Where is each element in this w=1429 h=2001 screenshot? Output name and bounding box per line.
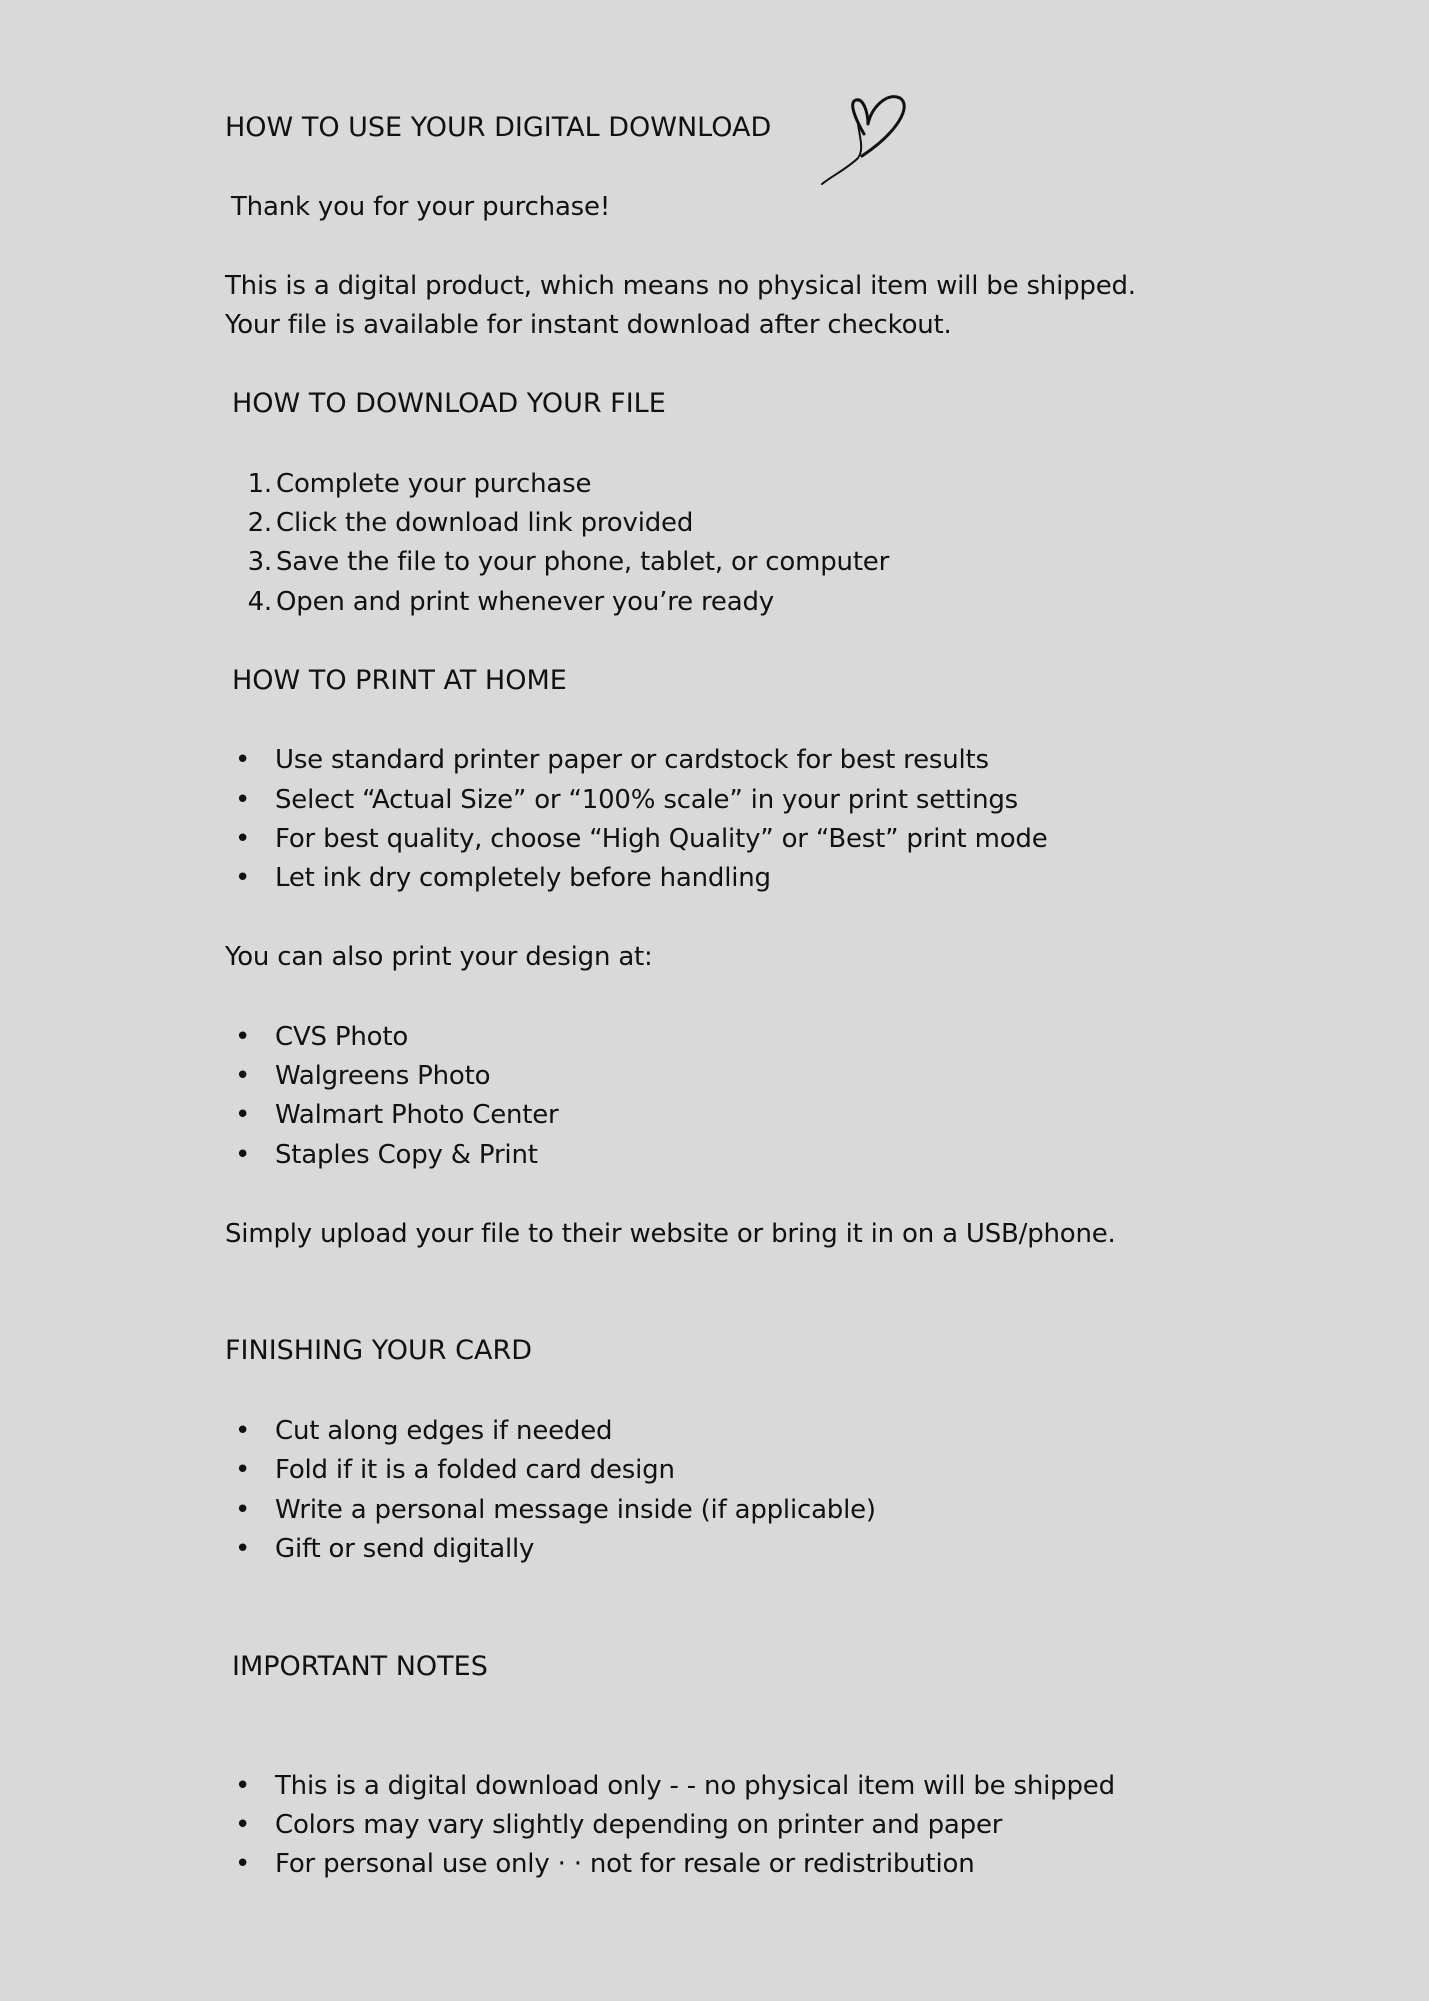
step-text: Click the download link provided: [276, 508, 694, 538]
note-text: Colors may vary slightly depending on printer and paper: [275, 1810, 1003, 1840]
step-number: 1.: [247, 469, 272, 499]
finishing-text: Gift or send digitally: [275, 1534, 535, 1564]
finishing-item: [235, 1415, 612, 1447]
step-text: Open and print whenever you’re ready: [276, 587, 774, 617]
note-item: [235, 1770, 1115, 1802]
note-item: [235, 1809, 1002, 1841]
step-number: 4.: [247, 587, 272, 617]
note-item: [235, 1848, 975, 1880]
finishing-text: Cut along edges if needed: [275, 1416, 613, 1446]
step-number: 2.: [247, 508, 272, 538]
note-text: This is a digital download only - - no physical item will be shipped: [275, 1771, 1115, 1801]
store-item: [235, 1060, 490, 1092]
bullet-icon: •: [235, 785, 251, 815]
step-text: Complete your purchase: [276, 469, 592, 499]
download-step: [246, 507, 693, 539]
finishing-heading: FINISHING YOUR CARD: [225, 1335, 533, 1366]
download-heading: HOW TO DOWNLOAD YOUR FILE: [232, 388, 666, 419]
store-name: Staples Copy & Print: [275, 1140, 538, 1170]
store-item: [235, 1099, 559, 1131]
download-step: [246, 546, 889, 578]
bullet-icon: •: [235, 1455, 251, 1485]
bullet-icon: •: [235, 1100, 251, 1130]
thank-you-text: Thank you for your purchase!: [231, 192, 611, 222]
store-item: [235, 1021, 408, 1053]
bullet-icon: •: [235, 1061, 251, 1091]
bullet-icon: •: [235, 824, 251, 854]
bullet-icon: •: [235, 863, 251, 893]
bullet-icon: •: [235, 1849, 251, 1879]
note-text: For personal use only · · not for resale or redistribution: [275, 1849, 975, 1879]
bullet-icon: •: [235, 1534, 251, 1564]
store-name: Walgreens Photo: [275, 1061, 491, 1091]
download-step: [246, 468, 591, 500]
print-tip-text: Select “Actual Size” or “100% scale” in your print settings: [275, 785, 1018, 815]
finishing-text: Write a personal message inside (if applicable): [275, 1495, 876, 1525]
step-number: 3.: [247, 547, 272, 577]
finishing-item: [235, 1494, 876, 1526]
store-name: CVS Photo: [275, 1022, 409, 1052]
print-tip: [235, 744, 989, 776]
print-tip: [235, 862, 771, 894]
print-heading: HOW TO PRINT AT HOME: [232, 665, 567, 696]
print-tip-text: Use standard printer paper or cardstock for best results: [275, 745, 989, 775]
page-title: HOW TO USE YOUR DIGITAL DOWNLOAD: [225, 112, 772, 143]
finishing-item: [235, 1454, 675, 1486]
download-step: [246, 586, 774, 618]
finishing-item: [235, 1533, 534, 1565]
bullet-icon: •: [235, 1771, 251, 1801]
finishing-text: Fold if it is a folded card design: [275, 1455, 675, 1485]
store-name: Walmart Photo Center: [275, 1100, 559, 1130]
heart-icon: [818, 88, 918, 200]
bullet-icon: •: [235, 1416, 251, 1446]
print-tip-text: For best quality, choose “High Quality” or “Best” print mode: [275, 824, 1048, 854]
upload-note: Simply upload your file to their website or bring it in on a USB/phone.: [225, 1219, 1116, 1249]
intro-line-2: Your file is available for instant download after checkout.: [225, 310, 952, 340]
print-tip: [235, 784, 1018, 816]
bullet-icon: •: [235, 1810, 251, 1840]
bullet-icon: •: [235, 745, 251, 775]
print-tip: [235, 823, 1048, 855]
print-tip-text: Let ink dry completely before handling: [275, 863, 771, 893]
also-print-label: You can also print your design at:: [225, 942, 653, 972]
notes-heading: IMPORTANT NOTES: [232, 1651, 488, 1682]
store-item: [235, 1139, 538, 1171]
step-text: Save the file to your phone, tablet, or computer: [276, 547, 890, 577]
bullet-icon: •: [235, 1140, 251, 1170]
bullet-icon: •: [235, 1022, 251, 1052]
bullet-icon: •: [235, 1495, 251, 1525]
intro-line-1: This is a digital product, which means no physical item will be shipped.: [225, 271, 1136, 301]
